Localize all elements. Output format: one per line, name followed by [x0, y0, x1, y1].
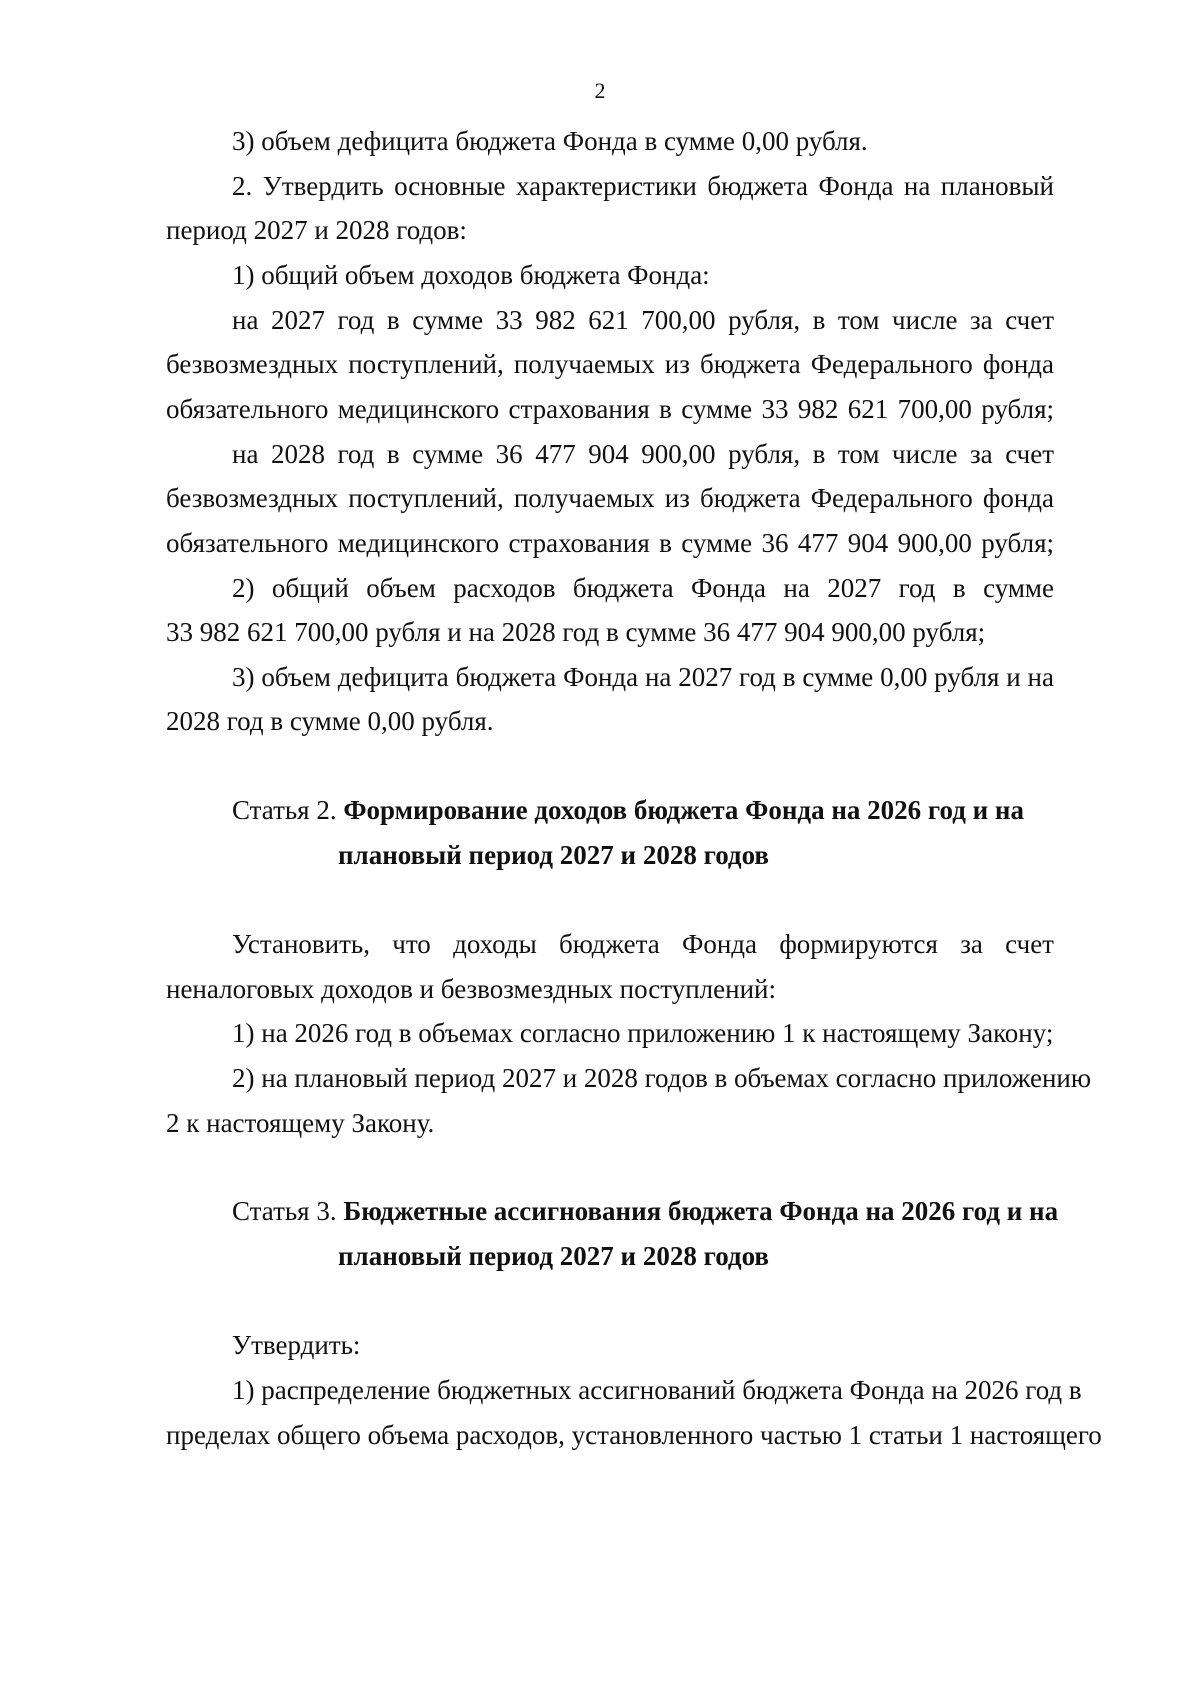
- article-label: Статья 3.: [232, 1196, 337, 1226]
- article-heading-cont: [338, 1243, 769, 1270]
- article-heading: [232, 1198, 1058, 1225]
- article-heading-cont: [338, 842, 769, 869]
- article-title: плановый период 2027 и 2028 годов: [338, 1241, 769, 1271]
- list-item: 1) общий объем доходов бюджета Фонда:: [232, 260, 710, 290]
- paragraph-line: неналоговых доходов и безвозмездных поступлений:: [166, 974, 776, 1004]
- paragraph-line: безвозмездных поступлений, получаемых из бюджета Федерального фонда: [166, 483, 1054, 513]
- paragraph-line: безвозмездных поступлений, получаемых из бюджета Федерального фонда: [166, 349, 1054, 379]
- paragraph-line: 2028 год в сумме 0,00 рубля.: [166, 706, 494, 736]
- list-item: 3) объем дефицита бюджета Фонда в сумме 0,00 рубля.: [232, 126, 868, 156]
- article-title: Бюджетные ассигнования бюджета Фонда на 2026 год и на: [343, 1196, 1059, 1226]
- paragraph-line: пределах общего объема расходов, установленного частью 1 статьи 1 настоящего: [166, 1420, 1102, 1450]
- paragraph-line: Утвердить:: [232, 1330, 361, 1360]
- paragraph-line: обязательного медицинского страхования в сумме 33 982 621 700,00 рубля;: [166, 394, 1054, 424]
- list-item: 1) распределение бюджетных ассигнований бюджета Фонда на 2026 год в: [232, 1375, 1082, 1405]
- article-heading: [232, 797, 1024, 824]
- paragraph-line: 33 982 621 700,00 рубля и на 2028 год в сумме 36 477 904 900,00 рубля;: [166, 617, 986, 647]
- paragraph-line: Установить, что доходы бюджета Фонда формируются за счет: [232, 929, 1054, 959]
- paragraph-line: на 2028 год в сумме 36 477 904 900,00 рубля, в том числе за счет: [232, 439, 1054, 469]
- list-item: 2) на плановый период 2027 и 2028 годов в объемах согласно приложению: [232, 1063, 1092, 1093]
- page-number: 2: [594, 78, 606, 103]
- paragraph-line: на 2027 год в сумме 33 982 621 700,00 рубля, в том числе за счет: [232, 305, 1054, 335]
- article-label: Статья 2.: [232, 795, 337, 825]
- article-title: Формирование доходов бюджета Фонда на 2026 год и на: [343, 795, 1024, 825]
- paragraph-line: 2 к настоящему Закону.: [166, 1108, 435, 1138]
- list-item: 2) общий объем расходов бюджета Фонда на 2027 год в сумме: [232, 573, 1054, 603]
- article-title: плановый период 2027 и 2028 годов: [338, 840, 769, 870]
- list-item: 1) на 2026 год в объемах согласно приложению 1 к настоящему Закону;: [232, 1018, 1054, 1048]
- paragraph-line: обязательного медицинского страхования в сумме 36 477 904 900,00 рубля;: [166, 528, 1054, 558]
- list-item: 3) объем дефицита бюджета Фонда на 2027 год в сумме 0,00 рубля и на: [232, 662, 1054, 692]
- paragraph-line: период 2027 и 2028 годов:: [166, 215, 467, 245]
- paragraph-line: 2. Утвердить основные характеристики бюджета Фонда на плановый: [232, 171, 1054, 201]
